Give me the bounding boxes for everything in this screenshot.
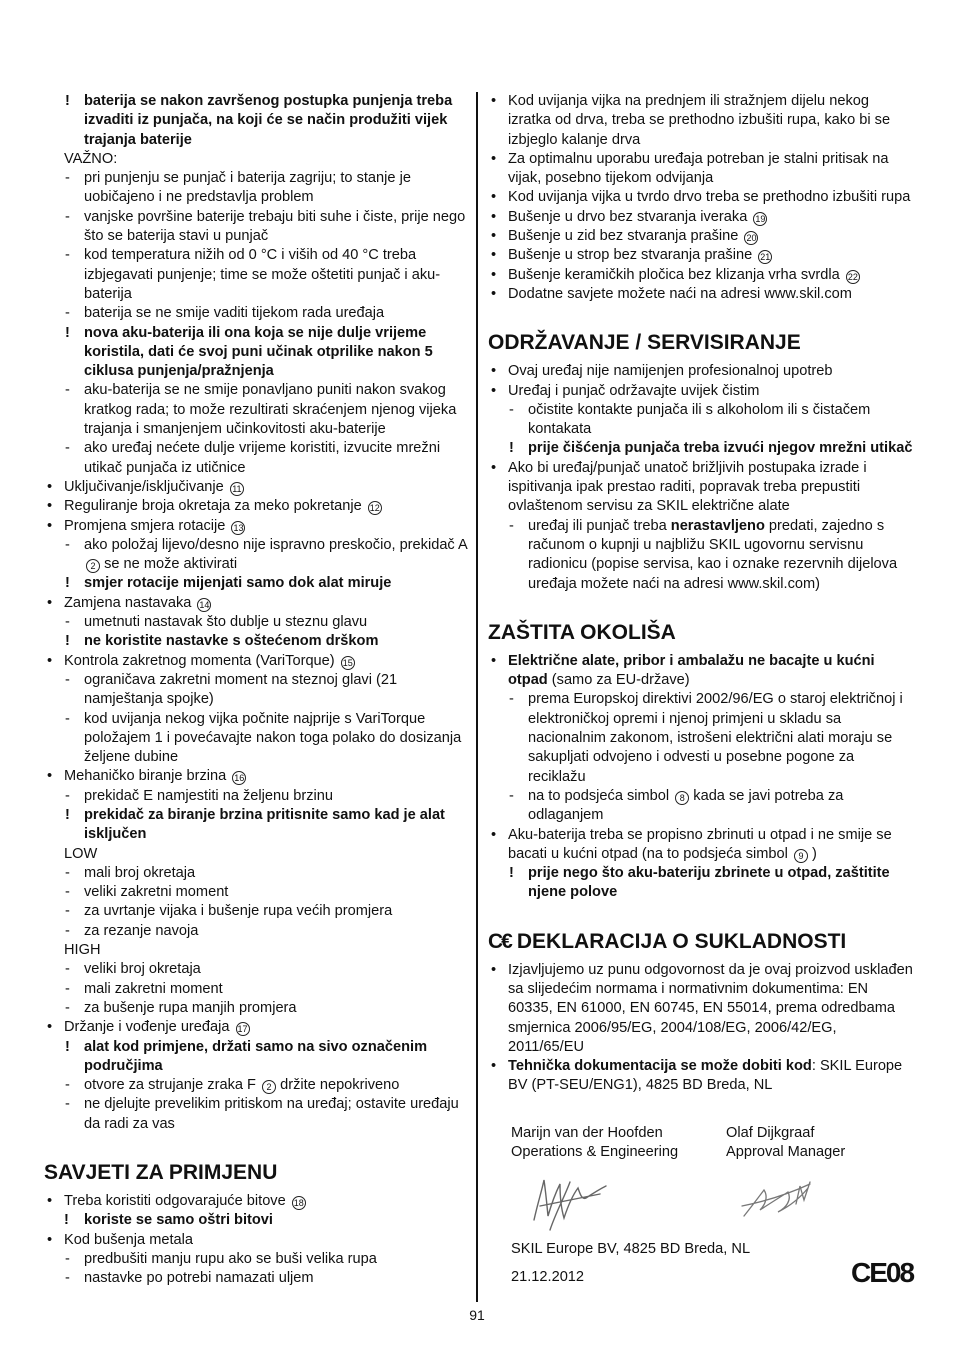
list-item: [44, 1076, 469, 1095]
dash-mark: -: [509, 401, 514, 418]
list-item: [44, 883, 469, 902]
list-item: [44, 150, 469, 169]
column-divider: [476, 92, 478, 1302]
item-text-cont: držite nepokriveno: [280, 1077, 400, 1094]
item-text: Ovaj uređaj nije namijenjen profesionalnoj upotreb: [508, 363, 833, 380]
bullet-icon: •: [491, 363, 497, 380]
dash-mark: -: [65, 1270, 70, 1287]
item-text: Držanje i vođenje uređaja: [64, 1019, 230, 1036]
figure-ref-icon: 19: [755, 213, 766, 224]
list-item: [488, 690, 913, 786]
dash-mark: -: [509, 787, 514, 804]
bullet-icon: •: [491, 652, 497, 669]
list-item: [44, 1095, 469, 1134]
section-heading-text: ZAŠTITA OKOLIŠA: [488, 620, 676, 644]
item-text-bold: Električne alate, pribor i ambalažu ne bacajte u kućni otpad: [508, 652, 875, 689]
dash-mark: -: [65, 440, 70, 457]
dash-mark: -: [65, 864, 70, 881]
figure-ref-icon: 8: [675, 791, 689, 805]
item-text: Kod bušenja metala: [64, 1231, 193, 1248]
item-text: vanjske površine baterije trebaju biti suhe i čiste, prije nego što se baterija stavi u punjač: [84, 208, 466, 245]
bullet-icon: •: [47, 594, 53, 611]
list-item: [488, 401, 913, 440]
signer-1-role: Operations & Engineering: [511, 1144, 679, 1160]
dash-mark: -: [65, 614, 70, 631]
ce-mark-icon: С€: [488, 929, 511, 953]
item-text: za uvrtanje vijaka i bušenje rupa većih promjera: [84, 903, 393, 920]
list-item: [488, 208, 913, 227]
page-number: 91: [469, 1307, 485, 1323]
item-text: Ako bi uređaj/punjač unatoč brižljivih postupaka izrade i ispitivanja ipak prestao raditi, popravak treba prepustiti ovlaštenom servisu za SKIL električne alate: [508, 459, 867, 515]
item-text: Izjavljujemo uz punu odgovornost da je ovaj proizvod usklađen sa slijedećim normama i normativnim dokumentima: EN 60335, EN 61000, EN 60745, EN 55014, prema odredbama smjernica 2006/95/EG, 2004/108/EG, 2006/42/EG, 2011/65/EU: [508, 961, 913, 1055]
list-item: [488, 961, 913, 1057]
item-text: Uređaj i punjač održavajte uvijek čistim: [508, 382, 760, 399]
warning-mark: !: [65, 806, 70, 823]
list-item: [44, 632, 469, 651]
item-text: Kod uvijanja vijka u tvrdo drvo treba se prethodno izbušiti rupa: [508, 189, 911, 206]
list-item: [488, 459, 913, 517]
item-text: Promjena smjera rotacije: [64, 517, 226, 534]
item-text: za rezanje navoja: [84, 922, 199, 939]
section-heading-text: ODRŽAVANJE / SERVISIRANJE: [488, 331, 801, 355]
warning-mark: !: [65, 633, 70, 650]
item-text: veliki zakretni moment: [84, 884, 229, 901]
item-text: Zamjena nastavaka: [64, 594, 192, 611]
list-item: [44, 381, 469, 439]
dash-mark: -: [65, 999, 70, 1016]
item-text: mali broj okretaja: [84, 864, 196, 881]
list-item: [44, 767, 469, 786]
item-text: prekidač za biranje brzina pritisnite samo kad je alat isključen: [84, 806, 445, 843]
item-text: Mehaničko biranje brzina: [64, 768, 227, 785]
item-text: ako uređaj nećete dulje vrijeme koristiti, izvucite mrežni utikač punjača iz utičnice: [84, 440, 441, 476]
figure-ref-icon: 12: [369, 503, 380, 514]
bullet-icon: •: [47, 517, 53, 534]
list-item: [44, 902, 469, 921]
dash-mark: -: [65, 305, 70, 322]
list-item: [488, 787, 913, 826]
warning-mark: !: [509, 865, 514, 882]
figure-ref-icon: 14: [199, 599, 210, 610]
signer-1-name: Marijn van der Hoofden: [511, 1125, 663, 1141]
bullet-icon: •: [491, 208, 497, 225]
item-text: očistite kontakte punjača ili s alkoholom ili s čistačem kontakata: [528, 401, 871, 438]
figure-ref-icon: 22: [847, 271, 858, 282]
list-item: [44, 1269, 469, 1288]
item-text: veliki broj okretaja: [84, 961, 201, 978]
warning-mark: !: [64, 1212, 69, 1229]
item-text-bold: Tehnička dokumentacija se može dobiti kod: [508, 1058, 812, 1075]
bullet-icon: •: [491, 459, 497, 476]
item-text: Kontrola zakretnog momenta (VariTorque): [64, 652, 335, 669]
section-heading: [44, 1160, 469, 1186]
list-item: [44, 787, 469, 806]
ce-mark-08: CE08: [851, 1257, 914, 1288]
signer-2-role: Approval Manager: [726, 1144, 846, 1160]
item-text: prije čišćenja punjača treba izvući njegov mrežni utikač: [528, 440, 913, 457]
item-text: baterija se ne smije vaditi tijekom rada uređaja: [84, 305, 385, 322]
dash-mark: -: [65, 671, 70, 688]
dash-mark: -: [65, 787, 70, 804]
warning-mark: !: [65, 93, 70, 109]
list-item: [44, 304, 469, 323]
item-text: ograničava zakretni moment na steznoj glavi (21 namještanja spojke): [84, 671, 398, 708]
item-text: Bušenje u drvo bez stvaranja iveraka: [508, 208, 748, 225]
bullet-icon: •: [491, 150, 497, 167]
list-item: [44, 594, 469, 613]
list-item: [44, 169, 469, 208]
figure-ref-icon: 16: [234, 773, 245, 784]
figure-ref-icon: 9: [794, 849, 808, 863]
signature-1-image: [520, 1172, 610, 1234]
list-item: [44, 536, 469, 575]
item-text: Aku-baterija treba se propisno zbrinuti u otpad i ne smije se bacati u kućni otpad (na to podsjeća simbol: [508, 826, 892, 862]
bullet-icon: •: [47, 1193, 53, 1210]
bullet-icon: •: [47, 498, 53, 515]
item-text: Bušenje u zid bez stvaranja prašine: [508, 228, 739, 245]
item-text: otvore za strujanje zraka F: [84, 1077, 256, 1094]
bullet-icon: •: [491, 285, 497, 302]
bullet-icon: •: [491, 382, 497, 399]
list-item: [44, 1211, 469, 1230]
item-text: Reguliranje broja okretaja za meko pokretanje: [64, 498, 362, 515]
list-item: [44, 960, 469, 979]
warning-mark: !: [509, 440, 514, 457]
item-text-cont: ): [812, 845, 817, 862]
figure-ref-icon: 21: [760, 252, 771, 263]
label-text: LOW: [64, 845, 98, 862]
item-text: aku-baterija se ne smije ponavljano puniti nakon svakog kratkog rada; to može rezultirati skraćenjem njenog vijeka trajanja i smanjenjem učinkovitosti aku-baterije: [84, 382, 457, 438]
list-item: [44, 324, 469, 382]
item-text: prema Europskoj direktivi 2002/96/EG o staroj električnoj i elektroničkoj opremi i njenoj primjeni u skladu sa nacionalnim zakonom, istrošeni električni alati moraju se sakupljati odvojeno i odvesti u posebne pogone za reciklažu: [528, 691, 903, 785]
list-item: [44, 497, 469, 516]
list-item: [44, 652, 469, 671]
bullet-icon: •: [491, 1058, 497, 1075]
list-item: [488, 439, 913, 458]
list-item: [44, 710, 469, 768]
item-text: pri punjenju se punjač i baterija zagriju; to stanje je uobičajeno i ne predstavlja problem: [84, 170, 411, 206]
list-item: [44, 478, 469, 497]
item-text: kod uvijanja nekog vijka počnite najprije s VariTorque položajem 1 i povećavajte nakon toga polako do dosizanja željene dubine: [84, 710, 462, 766]
bullet-icon: •: [47, 1019, 53, 1036]
list-item: [488, 517, 913, 594]
bullet-icon: •: [491, 228, 497, 245]
figure-ref-icon: 18: [293, 1198, 304, 1209]
dash-mark: -: [65, 1077, 70, 1094]
item-text: smjer rotacije mijenjati samo dok alat miruje: [84, 575, 392, 592]
list-item: [488, 1057, 913, 1096]
bullet-icon: •: [47, 478, 53, 495]
figure-ref-icon: 20: [746, 233, 757, 244]
item-text: alat kod primjene, držati samo na sivo označenim područjima: [84, 1038, 428, 1074]
dash-mark: -: [65, 922, 70, 939]
dash-mark: -: [65, 536, 70, 553]
list-item: [488, 227, 913, 246]
figure-ref-icon: 2: [262, 1080, 276, 1094]
dash-mark: -: [65, 980, 70, 997]
label-text: HIGH: [64, 942, 101, 959]
bullet-icon: •: [47, 768, 53, 785]
warning-mark: !: [65, 324, 70, 341]
left-column: [44, 92, 469, 1289]
item-text: ako položaj lijevo/desno nije ispravno preskočio, prekidač A: [84, 536, 467, 553]
dash-mark: -: [65, 382, 70, 399]
list-item: [488, 266, 913, 285]
list-item: [488, 362, 913, 381]
list-item: [44, 806, 469, 845]
item-text-cont: kada se javi potreba za odlaganjem: [528, 787, 844, 824]
list-item: [44, 980, 469, 999]
list-item: [44, 1018, 469, 1037]
item-text: za bušenje rupa manjih promjera: [84, 999, 297, 1016]
company-address: SKIL Europe BV, 4825 BD Breda, NL: [511, 1241, 751, 1257]
item-text: prekidač E namjestiti na željenu brzinu: [84, 787, 334, 804]
section-heading-text: DEKLARACIJA O SUKLADNOSTI: [516, 929, 847, 953]
bullet-icon: •: [491, 266, 497, 283]
dash-mark: -: [65, 1250, 70, 1267]
bullet-icon: •: [491, 826, 497, 843]
figure-ref-icon: 11: [230, 482, 244, 496]
dash-mark: -: [65, 903, 70, 920]
item-text-cont: predati, zajedno s računom o kupnji u najbližu SKIL ugovornu servisnu radionicu (popise servisa, kao i oznake rezervnih dijelova uređaja možete naći na adresi www.skil.com): [528, 517, 898, 592]
figure-ref-icon: 13: [233, 522, 244, 533]
section-heading: [488, 929, 913, 955]
dash-mark: -: [65, 247, 70, 264]
figure-ref-icon: 17: [237, 1024, 248, 1035]
list-item: [44, 671, 469, 710]
list-item: [44, 922, 469, 941]
list-item: [44, 439, 469, 478]
list-item: [488, 285, 913, 304]
item-text: Dodatne savjete možete naći na adresi www.skil.com: [508, 285, 852, 302]
figure-ref-icon: 2: [86, 559, 100, 573]
list-item: [44, 1231, 469, 1250]
bullet-icon: •: [47, 652, 53, 669]
bullet-icon: •: [47, 1231, 53, 1248]
item-text: predbušiti manju rupu ako se buši velika rupa: [84, 1250, 377, 1267]
list-item: [44, 999, 469, 1018]
dash-mark: -: [65, 884, 70, 901]
item-text: na to podsjeća simbol: [528, 787, 670, 804]
item-text: Za optimalnu uporabu uređaja potreban je stalni pritisak na vijak, posebno tijekom odvijanja: [508, 150, 889, 187]
declaration-date: 21.12.2012: [511, 1269, 585, 1285]
item-text: nastavke po potrebi namazati uljem: [84, 1270, 314, 1287]
item-text: umetnuti nastavak što dublje u steznu glavu: [84, 614, 368, 631]
list-item: [44, 613, 469, 632]
bullet-icon: •: [491, 189, 497, 206]
bullet-icon: •: [491, 93, 497, 109]
list-item: [488, 382, 913, 401]
list-item: [44, 246, 469, 304]
signer-2-name: Olaf Dijkgraaf: [726, 1125, 815, 1141]
item-text: nova aku-baterija ili ona koja se nije dulje vrijeme koristila, dati će svoj puni učinak otprilike nakon 5 ciklusa punjenja/pražnjenja: [84, 324, 433, 380]
list-item: [488, 652, 913, 691]
list-item: [44, 1038, 469, 1077]
list-item: [44, 574, 469, 593]
item-text: uređaj ili punjač treba: [528, 517, 671, 534]
signature-2-image: [738, 1176, 818, 1222]
item-text-cont: se ne može aktivirati: [104, 556, 238, 573]
item-text-cont: (samo za EU-države): [547, 672, 690, 689]
dash-mark: -: [65, 208, 70, 225]
dash-mark: -: [65, 961, 70, 978]
dash-mark: -: [509, 517, 514, 534]
list-item: [44, 208, 469, 247]
section-heading: [488, 620, 913, 646]
item-text: Uključivanje/isključivanje: [64, 478, 224, 495]
list-item: [44, 864, 469, 883]
bullet-icon: •: [491, 247, 497, 264]
item-text-cont: : SKIL Europe BV (PT-SEU/ENG1), 4825 BD Breda, NL: [508, 1058, 903, 1094]
item-text: mali zakretni moment: [84, 980, 223, 997]
warning-mark: !: [65, 1038, 70, 1055]
figure-ref-icon: 15: [342, 657, 353, 668]
warning-mark: !: [65, 575, 70, 592]
list-item: [44, 941, 469, 960]
list-item: [44, 92, 469, 150]
item-text: ne djelujte prevelikim pritiskom na uređaj; ostavite uređaju da radi za vas: [84, 1096, 459, 1132]
dash-mark: -: [65, 710, 70, 727]
section-heading-text: SAVJETI ZA PRIMJENU: [44, 1161, 278, 1185]
list-item: [488, 246, 913, 265]
right-column: [488, 92, 913, 1096]
section-heading: [488, 330, 913, 356]
item-text: kod temperatura nižih od 0 °C i viših od 40 °C treba izbjegavati punjenje; time se može oštetiti punjač i aku-baterija: [84, 247, 441, 302]
item-text: prije nego što aku-bateriju zbrinete u otpad, zaštitite njene polove: [528, 865, 890, 901]
list-item: [44, 517, 469, 536]
list-item: [488, 864, 913, 903]
list-item: [44, 1192, 469, 1211]
list-item: [488, 188, 913, 207]
item-text: Treba koristiti odgovarajuće bitove: [64, 1193, 286, 1210]
item-text: Bušenje keramičkih pločica bez klizanja vrha svrdla: [508, 266, 840, 283]
dash-mark: -: [65, 170, 70, 187]
list-item: [44, 845, 469, 864]
list-item: [488, 92, 913, 150]
item-text-bold: nerastavljeno: [670, 517, 765, 534]
item-text: Kod uvijanja vijka na prednjem ili stražnjem dijelu nekog izratka od drva, treba se prethodno izbušiti rupa, kako bi se izbjeglo kalanje drva: [508, 93, 891, 148]
dash-mark: -: [509, 691, 514, 708]
dash-mark: -: [65, 1096, 70, 1113]
list-item: [488, 150, 913, 189]
label-text: VAŽNO:: [64, 150, 118, 167]
bullet-icon: •: [491, 961, 497, 978]
item-text: ne koristite nastavke s oštećenom drškom: [84, 633, 379, 650]
item-text: Bušenje u strop bez stvaranja prašine: [508, 247, 753, 264]
item-text: baterija se nakon završenog postupka punjenja treba izvaditi iz punjača, na koji će se način produžiti vijek trajanja baterije: [84, 93, 453, 148]
list-item: [44, 1250, 469, 1269]
list-item: [488, 826, 913, 865]
item-text: koriste se samo oštri bitovi: [84, 1212, 273, 1229]
